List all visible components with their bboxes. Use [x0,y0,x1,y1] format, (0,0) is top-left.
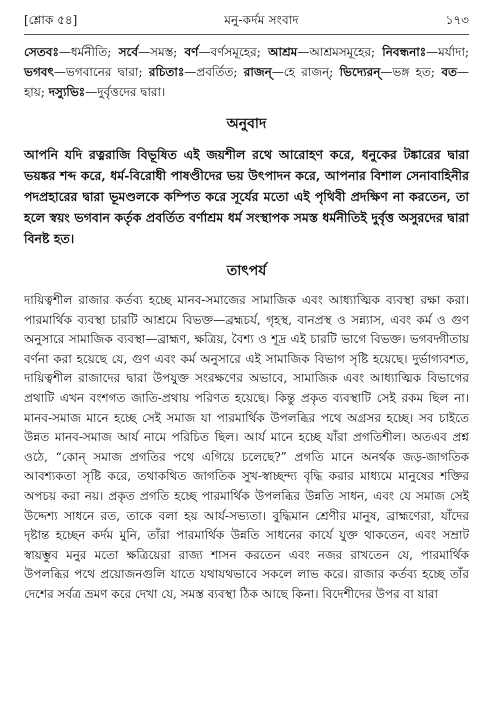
purport-heading: তাৎপর্য [226,263,267,279]
synonym-word: আশ্রম [267,45,298,59]
synonym-word: ভিদ্যেরন্ [339,65,381,79]
synonym-word: রচিতাঃ [148,65,185,79]
synonym-word: দস্যুভিঃ [48,85,86,99]
synonym-meaning: —হায়; [24,65,469,99]
translation-heading: অনুবাদ [226,116,267,132]
synonym-word: ভগবৎ [24,65,54,79]
synonym-meaning: —আশ্রমসমূহের; [297,45,383,59]
synonym-word: সর্বে [118,45,139,59]
synonym-meaning: —ভগবানের দ্বারা; [53,65,149,79]
chapter-title: মনু-কর্দম সংবাদ [224,13,299,27]
synonym-meaning: —ধর্মনীতি; [58,45,119,59]
synonym-meaning: —প্রবর্তিত; [184,65,244,79]
synonym-meaning: —ভঙ্গ হত; [380,65,442,79]
synonym-meaning: —মর্যাদা; [426,45,470,59]
synonym-word: রাজন্ [243,65,272,79]
page-number: ১৭৩ [445,13,469,27]
synonym-word: বত [441,65,457,79]
synonym-meaning: —সমস্ত; [138,45,185,59]
verse-reference: [শ্লোক ৫৪] [24,13,78,27]
page-header [24,12,469,35]
synonym-meaning: —বর্ণসমূহের; [198,45,268,59]
purport-text: দায়িত্বশীল রাজার কর্তব্য হচ্ছে মানব-সমাজের সামাজিক এবং আধ্যাত্মিক ব্যবস্থা রক্ষা করা। পারমার্থিক ব্যবস্থা চারটি আশ্রমে বিভক্ত—ব্রহ্মচর্য, গৃহস্থ, বানপ্রস্থ ও সন্ন্যাস, এবং কর্ম ও গুণ অনুসারে সামাজিক ব্যবস্থা—ব্রাহ্মণ, ক্ষত্রিয়, বৈশ্য ও শূদ্র এই চারটি ভাগে বিভক্ত। ভগবদ্গীতায় বর্ণনা করা হয়েছে যে, গুণ এবং কর্ম অনুসারে এই সামাজিক বিভাগ সৃষ্টি হয়েছে। দুর্ভাগ্যবশত, দায়িত্বশীল রাজাদের দ্বারা উপযুক্ত সংরক্ষণের অভাবে, সামাজিক এবং আধ্যাত্মিক বিভাগের প্রথাটি এখন বংশগত জাতি-প্রথায় পরিণত হয়েছে। কিন্তু প্রকৃত ব্যবস্থাটি সেই রকম ছিল না। মানব-সমাজ মানে হচ্ছে সেই সমাজ যা পারমার্থিক উপলব্ধির পথে অগ্রসর হচ্ছে। সব চাইতে উন্নত মানব-সমাজ আর্য নামে পরিচিত ছিল। আর্য মানে হচ্ছে যাঁরা প্রগতিশীল। অতএব প্রশ্ন ওঠে, “কোন্ সমাজ প্রগতির পথে এগিয়ে চলেছে?” প্রগতি মানে অনর্থক জড়-জাগতিক আবশ্যকতা সৃষ্টি করে, তথাকথিত জাগতিক সুখ-স্বাচ্ছন্দ্য বৃদ্ধি করার মাধ্যমে মানুষের শক্তির অপচয় করা নয়। প্রকৃত প্রগতি হচ্ছে পারমার্থিক উপলব্ধির উন্নতি সাধন, এবং যে সমাজ সেই উদ্দেশ্য সাধনে রত, তাকে বলা হয় আর্য-সভ্যতা। বুদ্ধিমান শ্রেণীর মানুষ, ব্রাহ্মণেরা, যাঁদের দৃষ্টান্ত হচ্ছেন কর্দম মুনি, তাঁরা পারমার্থিক উন্নতি সাধনের কার্যে যুক্ত থাকতেন, এবং সম্রাট স্বায়ম্ভুব মনুর মতো ক্ষত্রিয়েরা রাজ্য শাসন করতেন এবং নজর রাখতেন যে, পারমার্থিক উপলব্ধির পথে প্রয়োজনগুলি যাতে যথাযথভাবে সকলে লাভ করে। রাজার কর্তব্য হচ্ছে তাঁর দেশের সর্বত্র ভ্রমণ করে দেখা যে, সমস্ত ব্যবস্থা ঠিক আছে কিনা। বিদেশীদের উপর বা যারা [24,293,469,601]
translation-text: আপনি যদি রত্নরাজি বিভূষিত এই জয়শীল রথে আরোহণ করে, ধনুকের টঙ্কারের দ্বারা ভয়ঙ্কর শব্দ করে, ধর্ম-বিরোধী পাষণ্ডীদের ভয় উৎপাদন করে, আপনার বিশাল সেনাবাহিনীর পদপ্রহারের দ্বারা ভূমণ্ডলকে কম্পিত করে সূর্যের মতো এই পৃথিবী প্রদক্ষিণ না করতেন, তা হলে স্বয়ং ভগবান কর্তৃক প্রবর্তিত বর্ণাশ্রম ধর্ম সংস্থাপক সমস্ত ধর্মনীতিই দুর্বৃত্ত অসুরদের দ্বারা বিনষ্ট হত। [24,147,469,246]
synonym-word: বর্ণ [184,45,199,59]
synonym-word: নিবন্ধনাঃ [382,45,427,59]
synonym-meaning: —হে রাজন্; [271,65,340,79]
synonym-meaning: —দুর্বৃত্তদের দ্বারা। [85,85,166,99]
word-for-word-synonyms [24,42,469,102]
synonym-word: সেতবঃ [24,45,59,59]
